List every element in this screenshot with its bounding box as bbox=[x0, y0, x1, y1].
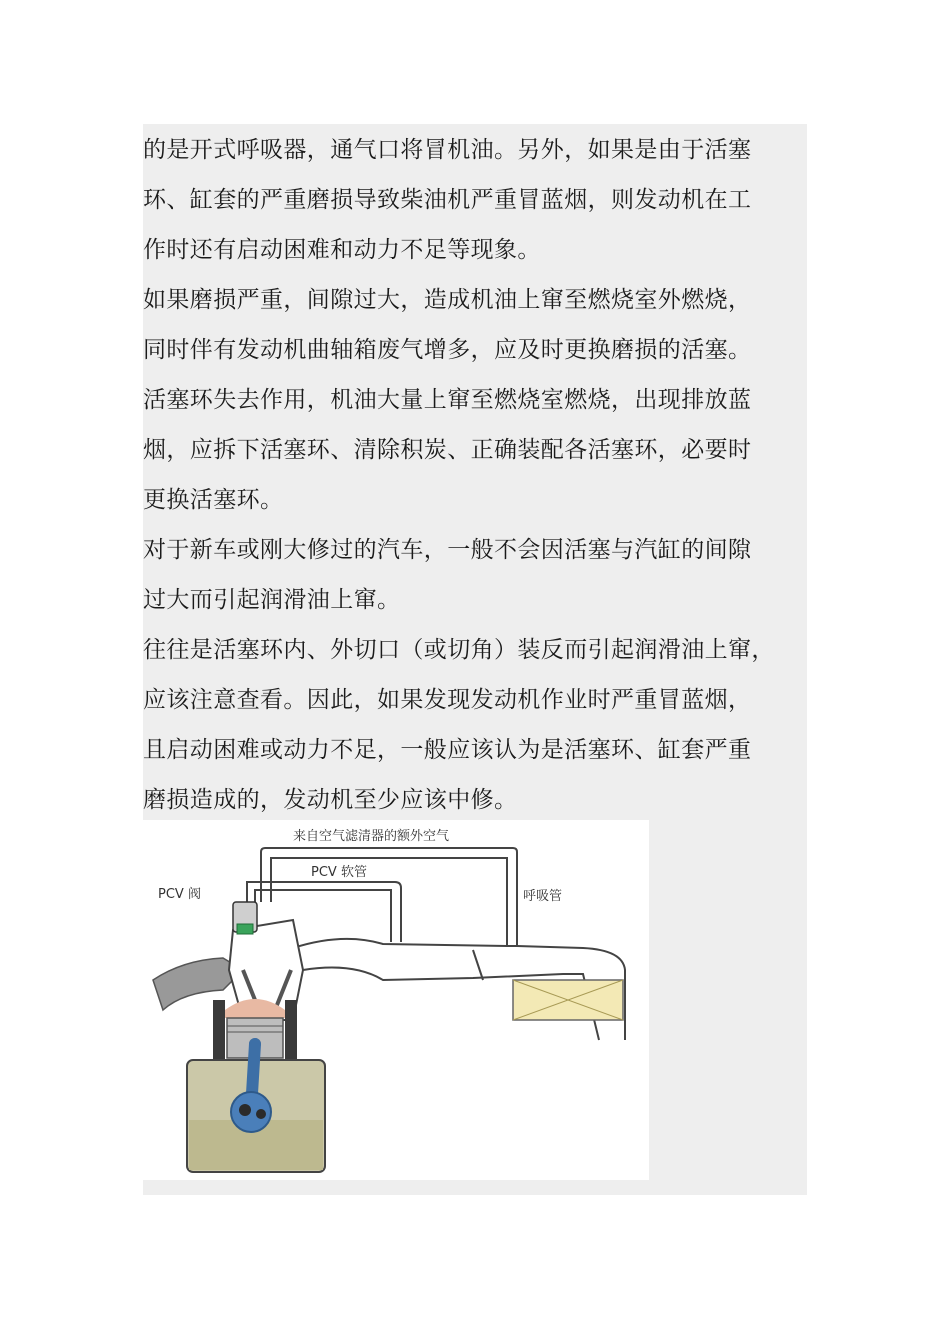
text-line: 烟，应拆下活塞环、清除积炭、正确装配各活塞环，必要时 bbox=[143, 437, 752, 463]
breather-pipe-label: 呼吸管 bbox=[523, 889, 563, 904]
text-line: 更换活塞环。 bbox=[143, 487, 284, 513]
extra-air-pipe-inner bbox=[271, 858, 507, 946]
text-line: 活塞环失去作用，机油大量上窜至燃烧室燃烧，出现排放蓝 bbox=[143, 387, 752, 413]
pcv-hose-label: PCV 软管 bbox=[311, 865, 367, 880]
pcv-valve-spring bbox=[237, 924, 253, 934]
pcv-system-diagram bbox=[143, 820, 649, 1180]
text-line: 的是开式呼吸器，通气口将冒机油。另外，如果是由于活塞 bbox=[143, 137, 752, 163]
extra-air-pipe bbox=[261, 848, 517, 946]
text-line: 且启动困难或动力不足，一般应该认为是活塞环、缸套严重 bbox=[143, 737, 752, 763]
crank-journal bbox=[256, 1109, 266, 1119]
text-line: 磨损造成的，发动机至少应该中修。 bbox=[143, 787, 518, 813]
text-line: 作时还有启动困难和动力不足等现象。 bbox=[143, 237, 541, 263]
text-line: 同时伴有发动机曲轴箱废气增多，应及时更换磨损的活塞。 bbox=[143, 337, 752, 363]
text-line: 应该注意查看。因此，如果发现发动机作业时严重冒蓝烟， bbox=[143, 687, 752, 713]
text-line: 环、缸套的严重磨损导致柴油机严重冒蓝烟，则发动机在工 bbox=[143, 187, 752, 213]
pcv-valve-label: PCV 阀 bbox=[158, 887, 201, 902]
crank-pin bbox=[239, 1104, 251, 1116]
pcv-diagram-svg bbox=[143, 820, 649, 1180]
extra-air-label: 来自空气滤清器的额外空气 bbox=[293, 829, 450, 844]
text-line: 过大而引起润滑油上窜。 bbox=[143, 587, 401, 613]
throttle-line bbox=[473, 950, 483, 980]
text-line: 如果磨损严重，间隙过大，造成机油上窜至燃烧室外燃烧， bbox=[143, 287, 752, 313]
text-line: 对于新车或刚大修过的汽车，一般不会因活塞与汽缸的间隙 bbox=[143, 537, 752, 563]
text-line: 往往是活塞环内、外切口（或切角）装反而引起润滑油上窜， bbox=[143, 637, 775, 663]
